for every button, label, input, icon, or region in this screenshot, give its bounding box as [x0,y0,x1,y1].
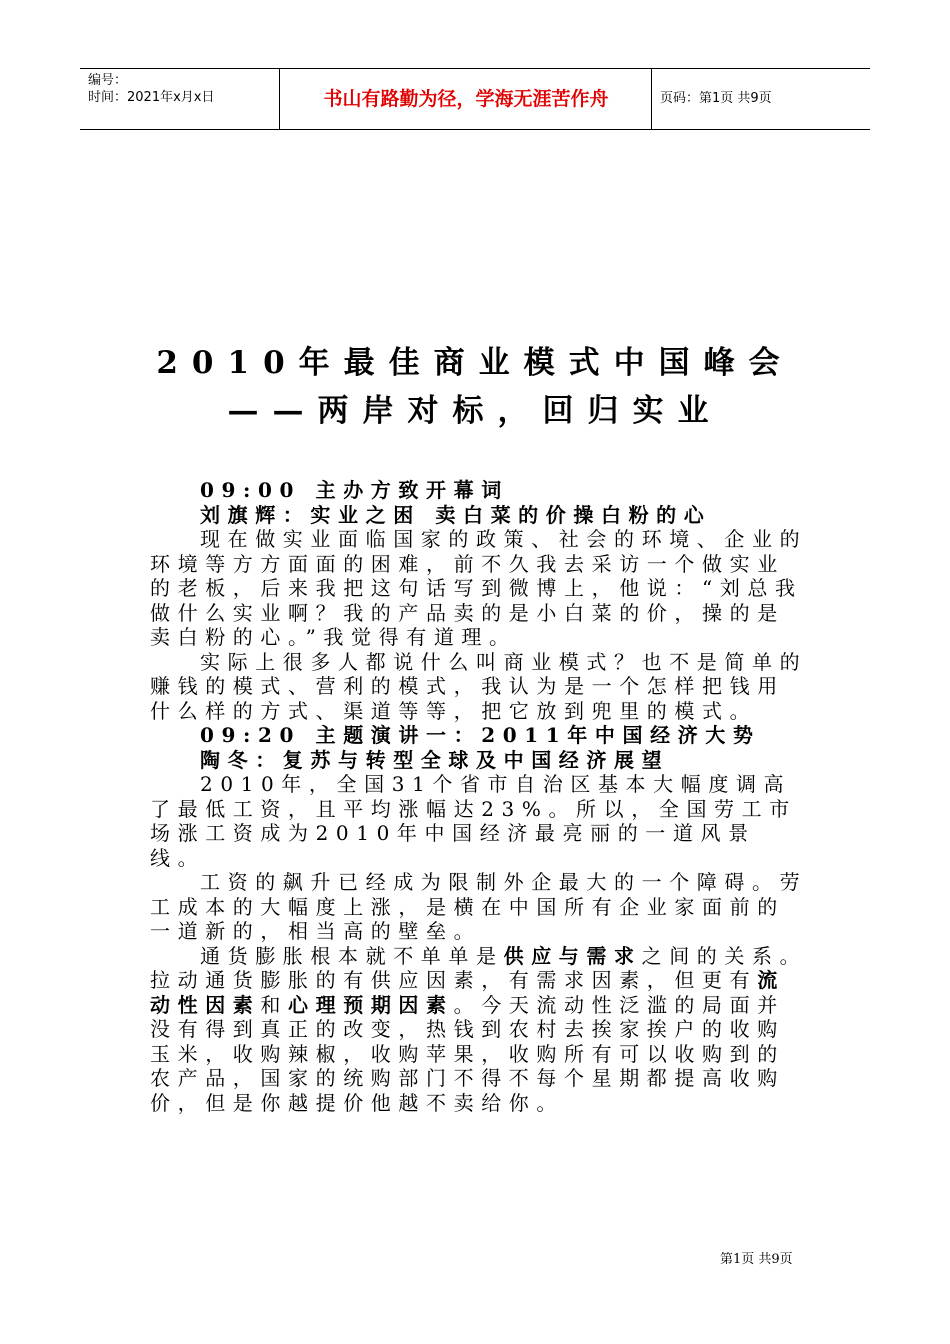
section2-paragraph: 工资的飙升已经成为限制外企最大的一个障碍。劳工成本的大幅度上涨，是横在中国所有企业家面前的一道新的，相当高的壁垒。 [150,870,808,943]
text-run: 和 [260,992,289,1017]
number-label: 编号： [88,73,128,88]
time-label: 时间：2021年x月x日 [88,90,215,105]
document-title: 2010年最佳商业模式中国峰会 [156,345,794,381]
text-run: 之间的关系。拉动通货膨胀的有供应因素，有需求因素，但更有 [150,943,808,992]
document-subtitle: ——两岸对标，回归实业 [227,393,723,429]
section2-paragraph [150,944,810,1116]
header-meta [80,69,280,129]
document-body [150,478,810,1115]
page-footer: 第1页 共9页 [720,1252,793,1267]
section1-speaker-heading: 刘旗辉：实业之困 卖白菜的价操白粉的心 [200,502,712,527]
bold-term: 心理预期因素 [288,992,454,1017]
text-run: 。今天流动性泛滥的局面并没有得到真正的改变，热钱到农村去挨家挨户的收购玉米，收购辣椒，收购苹果，收购所有可以收购到的农产品，国家的统购部门不得不每个星期都提高收购价，但是你越提价他越不卖给你。 [150,992,785,1115]
text-run: 通货膨胀根本就不单单是 [200,943,504,968]
bold-term: 流动性因素 [150,968,785,1017]
header-page-label: 页码：第1页 共9页 [660,91,772,106]
section1-time-heading: 09:00 主办方致开幕词 [200,478,509,502]
bold-term: 供应与需求 [503,943,642,968]
header-motto: 书山有路勤为径，学海无涯苦作舟 [281,69,652,129]
section2-time-heading: 09:20 主题演讲一：2011年中国经济大势 [200,723,761,747]
section1-paragraph: 实际上很多人都说什么叫商业模式？也不是简单的赚钱的模式、营利的模式，我认为是一个怎样把钱用什么样的方式、渠道等等，把它放到兜里的模式。 [150,649,808,723]
section1-paragraph: 现在做实业面临国家的政策、社会的环境、企业的环境等方方面面的困难，前不久我去采访一个做实业的老板，后来我把这句话写到微博上，他说：“刘总我做什么实业啊？我的产品卖的是小白菜的价，操的是卖白粉的心。”我觉得有道理。 [150,527,808,649]
section2-speaker-heading: 陶冬：复苏与转型全球及中国经济展望 [200,747,670,772]
page-header [80,68,870,130]
section2-paragraph: 2010年，全国31个省市自治区基本大幅度调高了最低工资，且平均涨幅达23%。所以，全国劳工市场涨工资成为2010年中国经济最亮丽的一道风景线。 [150,772,797,870]
